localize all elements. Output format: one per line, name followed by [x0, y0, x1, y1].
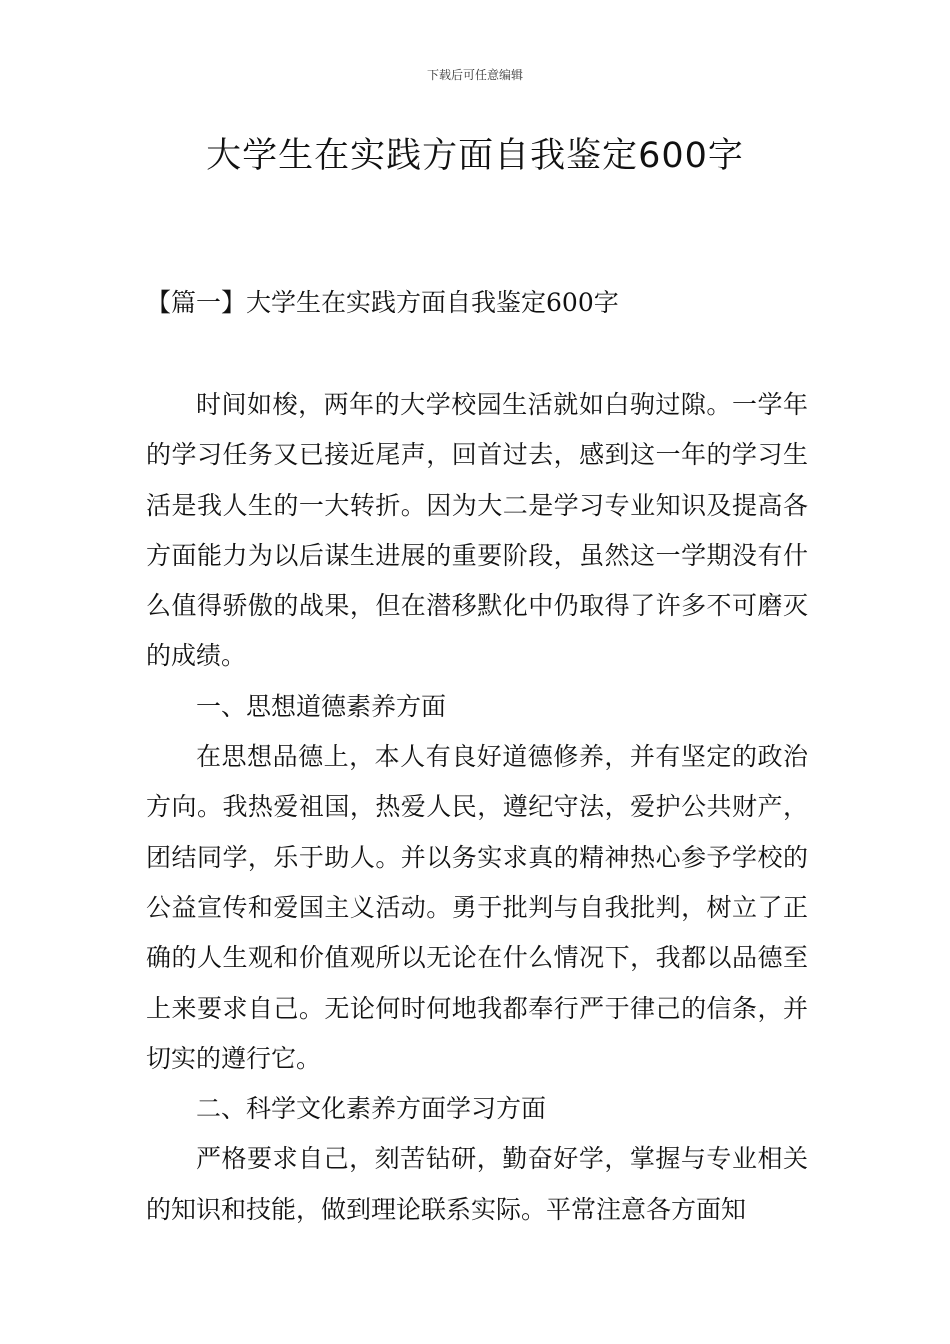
body-text — [146, 380, 808, 1235]
header-note: 下载后可任意编辑 — [426, 68, 523, 82]
section-heading: 【篇一】大学生在实践方面自我鉴定600字 — [146, 288, 619, 317]
document-title: 大学生在实践方面自我鉴定600字 — [206, 136, 744, 176]
subheading-moral: 一、思想道德素养方面 — [196, 691, 447, 721]
paragraph-intro: 时间如梭，两年的大学校园生活就如白驹过隙。一学年的学习任务又已接近尾声，回首过去，感到这一年的学习生活是我人生的一大转折。因为大二是学习专业知识及提高各方面能力为以后谋生进展的重要阶段，虽然这一学期没有什么值得骄傲的战果，但在潜移默化中仍取得了许多不可磨灭的成绩。 — [146, 390, 808, 671]
paragraph-culture: 严格要求自己，刻苦钻研，勤奋好学，掌握与专业相关的知识和技能，做到理论联系实际。平常注意各方面知 — [146, 1144, 808, 1224]
subheading-culture: 二、科学文化素养方面学习方面 — [196, 1094, 547, 1124]
paragraph-moral: 在思想品德上，本人有良好道德修养，并有坚定的政治方向。我热爱祖国，热爱人民，遵纪守法，爱护公共财产，团结同学，乐于助人。并以务实求真的精神热心参予学校的公益宣传和爱国主义活动。勇于批判与自我批判，树立了正确的人生观和价值观所以无论在什么情况下，我都以品德至上来要求自己。无论何时何地我都奉行严于律己的信条，并切实的遵行它。 — [146, 742, 808, 1073]
